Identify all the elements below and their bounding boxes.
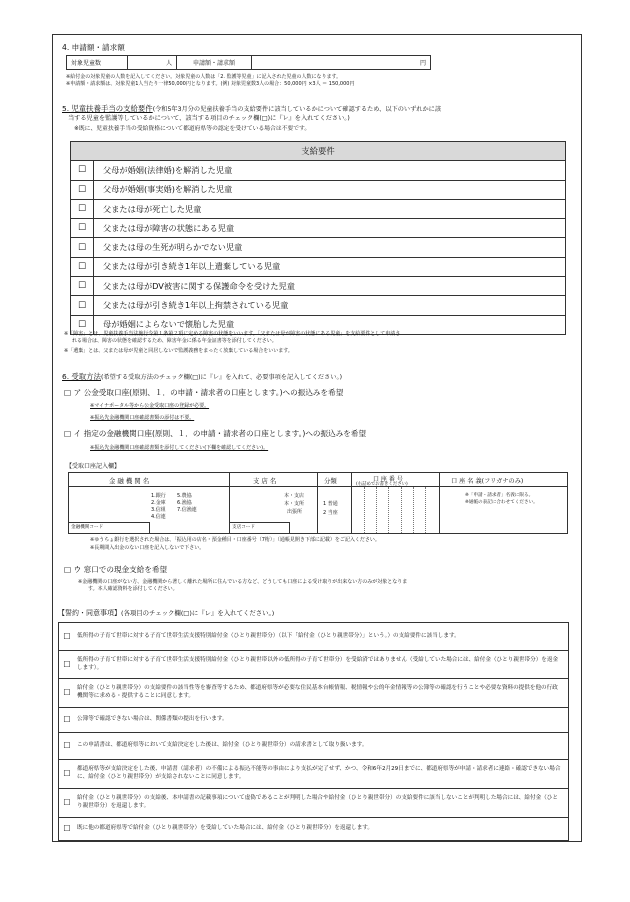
sec5-intro-1: (令和5年3月分の児童扶養手当の支給要件に該当しているかについて確認するため、以下のいずれかに該 [152, 106, 442, 113]
bank-type-2: 2.金庫 [151, 500, 166, 506]
account-number-field[interactable] [353, 487, 437, 533]
amount-field[interactable] [252, 56, 431, 70]
oath-row [59, 817, 568, 840]
oath-row [59, 732, 568, 759]
col-divider [351, 473, 352, 533]
checkbox[interactable]: ☐ [63, 824, 71, 834]
col-divider [317, 473, 318, 533]
sec5-note-2: れる場合は、障害の状態を確認するため、障害年金に係る年金証書等を添付してください。 [72, 338, 277, 344]
requirement-label: 母が婚姻によらないで懐胎した児童 [94, 315, 566, 334]
oath-text: 低所得の子育て世帯に対する子育て世帯生活支援特別給付金（ひとり親世帯以外の低所得の子育て世帯分）を受給済ではありません（受給していた場合には、給付金（ひとり親世帯分）を返金します）。 [77, 656, 559, 671]
holder-note-1: ※「申請・請求者」名義に限る。 [465, 493, 534, 498]
option-a-note-2: ※振込先金融機関口座確認書類の添付は不要。 [90, 415, 195, 421]
requirement-row [71, 296, 566, 315]
checkbox[interactable]: ☐ [63, 769, 71, 779]
requirement-row [71, 199, 566, 218]
section-4-title: 4. 申請額・請求額 [62, 43, 125, 52]
branch-type-1: 本・支店 [284, 493, 305, 499]
sec5-intro-3: ※既に、児童扶養手当の受給資格について都道府県等の認定を受けている場合は不要です。 [74, 126, 311, 132]
checkbox[interactable]: ☐ [63, 798, 71, 808]
account-table [68, 472, 568, 534]
sec4-note-1: ※給付金の対象児童の人数を記入してください。対象児童の人数は「2. 監護等児童」に記入された児童の人数になります。 [66, 74, 342, 80]
bank-type-4: 4.信連 [151, 514, 166, 520]
checkbox[interactable]: ☐ [71, 238, 94, 257]
checkbox[interactable]: ☐ [71, 315, 94, 334]
type-header: 分類 [324, 477, 337, 485]
requirement-label: 父または母の生死が明らかでない児童 [94, 238, 566, 257]
option-a[interactable]: □ ア 公金受取口座(原則、１．の申請・請求者の口座とします。)への振込みを希望 [64, 388, 344, 397]
holder-header: 口 座 名 義(フリガナのみ) [451, 478, 524, 485]
bank-code-label: 金融機関コード [71, 525, 104, 530]
children-count-field[interactable] [128, 56, 177, 70]
children-unit: 人 [165, 60, 172, 67]
sec4-note-2: ※申請額・請求額は、対象児童1人当たり一律50,000円となります。(例) 対象児童数3人の場合：50,000円 ×3人 ＝ 150,000円 [66, 81, 355, 87]
requirement-label: 父または母が引き続き1年以上拘禁されている児童 [94, 296, 566, 315]
sec5-intro-2: 当する児童を監護等しているかについて、該当する項目のチェック欄(□)に『レ』を入れてください。) [68, 115, 350, 122]
requirement-row [71, 180, 566, 199]
number-header: 口 座 番 号 [373, 476, 403, 483]
checkbox[interactable]: ☐ [71, 180, 94, 199]
children-count-label: 対象児童数 [67, 56, 128, 70]
checkbox[interactable]: ☐ [63, 715, 71, 725]
requirements-table [70, 141, 566, 335]
option-i-note: ※振込先金融機関口座確認書類を添付してください(下欄を確認してください)。 [90, 445, 269, 451]
type-opt-2[interactable]: 2 当座 [323, 510, 338, 516]
branch-type-2: 本・支所 [284, 501, 305, 507]
sec6-intro: (希望する受取方法のチェック欄(□)に『レ』を入れて、必要事項を記入してください。) [100, 374, 342, 381]
account-note-1: ※ゆうちょ銀行を選択された場合は、「振込用の店名・預金種目・口座番号（7桁）」（通帳見開き下部に記載）をご記入ください。 [90, 537, 380, 543]
branch-type-3: 出張所 [287, 509, 303, 515]
requirement-label: 父母が婚姻(事実婚)を解消した児童 [94, 180, 566, 199]
type-opt-1[interactable]: 1 普通 [323, 501, 338, 507]
bank-type-5: 5.農協 [177, 493, 192, 499]
requirement-row [71, 219, 566, 238]
checkbox[interactable]: ☐ [63, 631, 71, 641]
amount-unit: 円 [419, 60, 426, 67]
oath-row [59, 707, 568, 732]
bank-name-header: 金 融 機 関 名 [109, 477, 150, 485]
oath-text: 給付金（ひとり親世帯分）の支給要件の該当性等を審査等するため、都道府県等が必要な住民基本台帳情報、税情報や公的年金情報等の公簿等の確認を行うことや必要な資料の提供を他の行政機関等に求める・提供することに同意します。 [77, 685, 558, 699]
checkbox[interactable]: ☐ [71, 257, 94, 276]
sec5-note-1: ※「障害」とは、児童扶養手当法施行令第１条第２項に定める障害の状態をいいます。「父または母が障害の状態にある児童」を支給要件として申請さ [64, 331, 401, 337]
oath-row [59, 678, 568, 707]
number-note: (右詰めでお書きください) [356, 482, 408, 487]
oath-row [59, 788, 568, 817]
section-6-heading [62, 371, 342, 382]
oath-text: 給付金（ひとり親世帯分）の支給後、本申請書の記載事項について虚偽であることが判明した場合や給付金（ひとり親世帯分）の支給要件に該当しないことが判明した場合には、給付金（ひとり親世帯分）を返還します。 [77, 795, 558, 809]
option-u[interactable]: □ ウ 窓口での現金支給を希望 [64, 565, 168, 574]
checkbox[interactable]: ☐ [71, 296, 94, 315]
oath-text: この申請書は、都道府県等において支給決定をした後は、給付金（ひとり親世帯分）の請求書として取り扱います。 [77, 742, 368, 749]
requirement-row [71, 277, 566, 296]
holder-field[interactable] [440, 505, 567, 533]
section-5-title: 5. 児童扶養手当の支給要件 [62, 104, 153, 113]
oath-intro: (各項目のチェック欄(□)に『レ』を入れてください。) [121, 609, 275, 617]
section-6-title: 6. 受取方法 [62, 372, 101, 381]
oath-row [59, 759, 568, 788]
sec5-note-3: ※「遺棄」とは、父または母が児童と同居しないで監護義務をまったく放棄している場合をいいます。 [64, 348, 293, 354]
bank-type-1: 1.銀行 [151, 493, 166, 499]
oath-text: 既に他の都道府県等で給付金（ひとり親世帯分）を受給していた場合には、給付金（ひとり親世帯分）を返還します。 [77, 825, 374, 832]
account-header-divider [69, 486, 567, 487]
branch-code-label: 支店コード [232, 525, 255, 530]
oath-text: 公簿等で確認できない場合は、関係書類の提出を行います。 [77, 716, 228, 723]
requirement-label: 父または母が引き続き1年以上遺棄している児童 [94, 257, 566, 276]
requirement-label: 父または母が障害の状態にある児童 [94, 219, 566, 238]
account-note-2: ※長期間入出金のない口座を記入しないで下さい。 [90, 545, 205, 551]
requirement-label: 父母が婚姻(法律婚)を解消した児童 [94, 161, 566, 180]
checkbox[interactable]: ☐ [71, 161, 94, 180]
oath-text: 低所得の子育て世帯に対する子育て世帯生活支援特別給付金（ひとり親世帯分）（以下「給付金（ひとり親世帯分）」という。）の支給要件に該当します。 [77, 632, 460, 639]
bank-code-field[interactable] [69, 522, 150, 533]
checkbox[interactable]: ☐ [63, 659, 71, 669]
requirement-row [71, 161, 566, 180]
requirement-row [71, 238, 566, 257]
requirement-label: 父または母が死亡した児童 [94, 199, 566, 218]
checkbox[interactable]: ☐ [63, 688, 71, 698]
checkbox[interactable]: ☐ [71, 277, 94, 296]
amount-table [66, 55, 431, 70]
oath-title: 【誓約・同意事項】 [58, 609, 121, 617]
oath-row [59, 623, 568, 650]
account-title: 【受取口座記入欄】 [66, 463, 121, 470]
option-i[interactable]: □ イ 指定の金融機関口座(原則、１．の申請・請求者の口座とします。)への振込みを希望 [64, 429, 367, 438]
checkbox[interactable]: ☐ [71, 219, 94, 238]
holder-note-2: ※通帳の表記に合わせてください。 [465, 500, 538, 505]
checkbox[interactable]: ☐ [63, 741, 71, 751]
option-a-note-1: ※マイナポータル等から公金受取口座の登録が必要。 [90, 403, 210, 409]
requirement-row [71, 257, 566, 276]
oath-row [59, 650, 568, 678]
requirements-header: 支給要件 [71, 142, 566, 161]
branch-code-field[interactable] [229, 522, 290, 533]
amount-label: 申請額・請求額 [177, 56, 252, 70]
bank-type-6: 6.漁協 [177, 500, 192, 506]
checkbox[interactable]: ☐ [71, 199, 94, 218]
branch-header: 支 店 名 [253, 477, 277, 485]
bank-type-3: 3.信組 [151, 507, 166, 513]
requirement-label: 父または母がDV被害に関する保護命令を受けた児童 [94, 277, 566, 296]
oath-text: 都道府県等が支給決定をした後、申請書（請求者）の不備による振込不能等の事由により支払が完了せず、かつ、令和6年2月29日までに、都道府県等が申請・請求者に連絡・確認できない場合に、給付金（ひとり親世帯分）が支給されないことに同意します。 [77, 766, 561, 780]
oath-heading [58, 608, 274, 618]
bank-type-7: 7.信漁連 [177, 507, 197, 513]
option-u-note-2: す。本人確認資料を添付してください。 [88, 586, 178, 592]
oath-table [58, 622, 569, 841]
option-u-note-1: ※金融機関の口座がない方、金融機関から著しく離れた場所に住んでいる方など、どうしても口座による受け取りが出来ない方のみが対象となりま [78, 579, 408, 585]
